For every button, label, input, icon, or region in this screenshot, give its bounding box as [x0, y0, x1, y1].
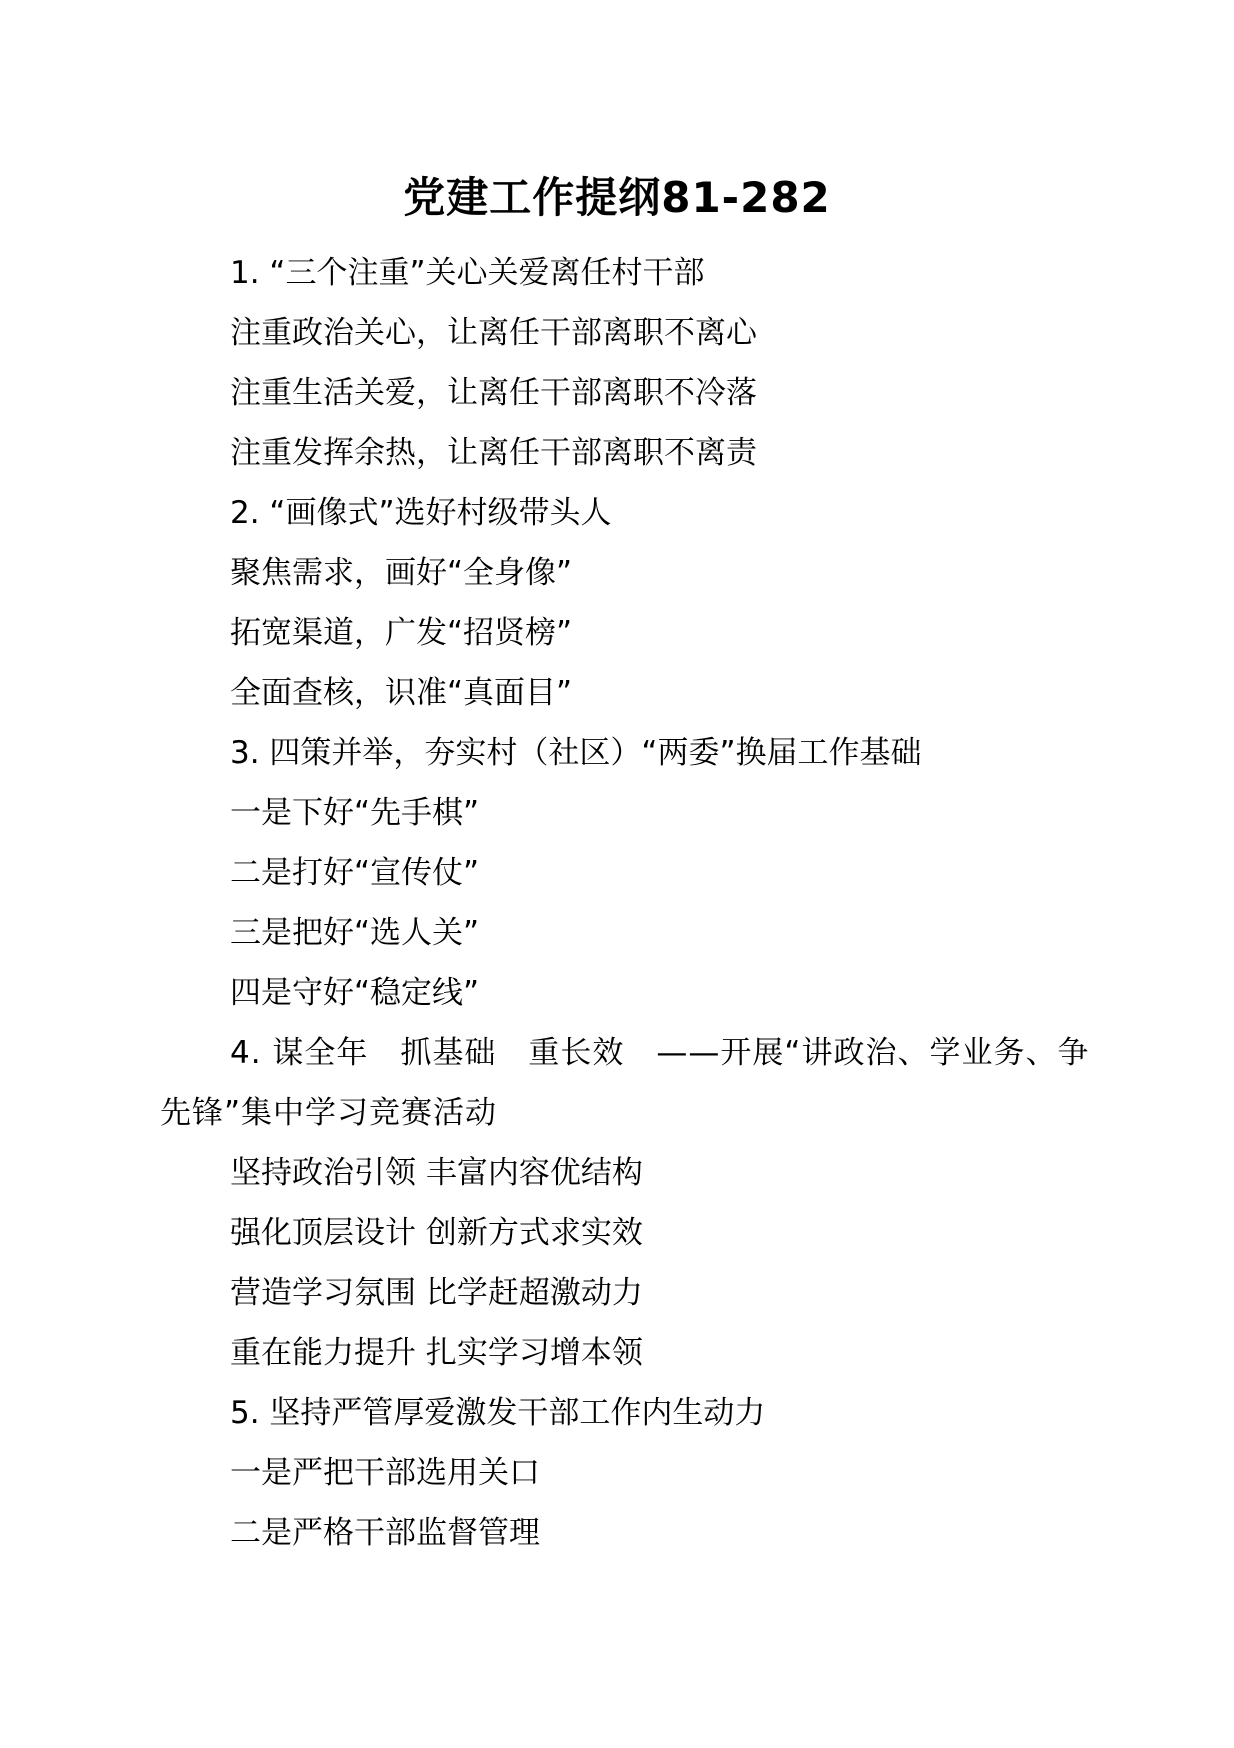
outline-item: 四是守好“稳定线”: [230, 975, 480, 1011]
outline-item: 二是严格干部监督管理: [230, 1515, 540, 1551]
heading-5: 5. 坚持严管厚爱激发干部工作内生动力: [230, 1395, 766, 1431]
heading-2: 2. “画像式”选好村级带头人: [230, 495, 612, 531]
outline-item: 拓宽渠道，广发“招贤榜”: [230, 615, 573, 651]
heading-1: 1. “三个注重”关心关爱离任村干部: [230, 255, 705, 291]
outline-item: 强化顶层设计 创新方式求实效: [230, 1215, 643, 1251]
outline-item: 注重政治关心，让离任干部离职不离心: [230, 315, 757, 351]
outline-item: 营造学习氛围 比学赶超激动力: [230, 1275, 643, 1311]
outline-item: 注重生活关爱，让离任干部离职不冷落: [230, 375, 757, 411]
heading-4: 4. 谋全年 抓基础 重长效 ——开展“讲政治、学业务、争先锋”集中学习竞赛活动: [160, 1035, 1090, 1131]
outline-item: 重在能力提升 扎实学习增本领: [230, 1335, 643, 1371]
outline-item: 一是严把干部选用关口: [230, 1455, 540, 1491]
outline-item: 二是打好“宣传仗”: [230, 855, 480, 891]
page-title: 党建工作提纲81-282: [403, 173, 831, 222]
outline-body: [160, 243, 1100, 1563]
outline-item: 一是下好“先手棋”: [230, 795, 480, 831]
outline-item: 聚焦需求，画好“全身像”: [230, 555, 573, 591]
outline-item: 全面查核，识准“真面目”: [230, 675, 573, 711]
outline-item: 坚持政治引领 丰富内容优结构: [230, 1155, 643, 1191]
outline-item: 三是把好“选人关”: [230, 915, 480, 951]
outline-item: 注重发挥余热，让离任干部离职不离责: [230, 435, 757, 471]
heading-3: 3. 四策并举，夯实村（社区）“两委”换届工作基础: [230, 735, 922, 771]
